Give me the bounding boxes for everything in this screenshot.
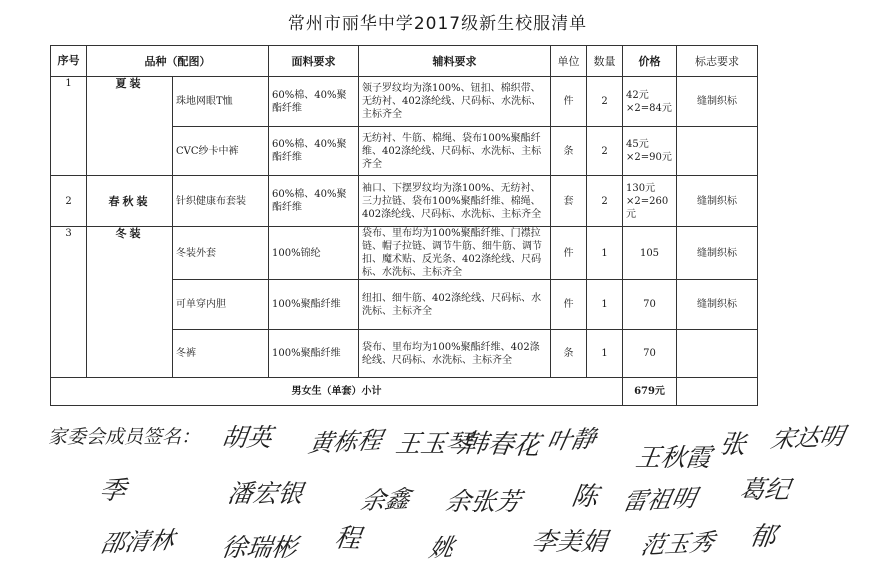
table-row xyxy=(51,77,758,127)
signature: 余张芳 xyxy=(443,487,523,516)
item-accessories: 袖口、下摆罗纹均为涤100%、无纺衬、三力拉链、袋布100%聚酯纤维、棉绳、402涤纶线、尺码标、水洗标、主标齐全 xyxy=(359,176,551,227)
item-fabric: 60%棉、40%聚酯纤维 xyxy=(269,176,359,227)
signature-area xyxy=(0,400,875,582)
item-unit: 条 xyxy=(551,330,587,378)
table-row xyxy=(51,176,758,227)
item-fabric: 60%棉、40%聚酯纤维 xyxy=(269,127,359,176)
item-qty: 2 xyxy=(587,77,623,127)
item-price: 70 xyxy=(623,280,677,330)
header-row xyxy=(51,46,758,77)
seq-cell: 1 xyxy=(51,77,87,176)
header-price: 价格 xyxy=(623,46,677,77)
item-name: 珠地网眼T恤 xyxy=(173,77,269,127)
header-fabric: 面料要求 xyxy=(269,46,359,77)
item-price: 105 xyxy=(623,227,677,280)
signature: 雷祖明 xyxy=(620,484,699,516)
signature: 陈 xyxy=(569,481,600,513)
signature: 季 xyxy=(97,475,128,507)
item-name: 针织健康布套装 xyxy=(173,176,269,227)
signature: 潘宏银 xyxy=(225,479,305,508)
signature: 胡英 xyxy=(219,423,274,452)
item-accessories: 无纺衬、牛筋、棉绳、袋布100%聚酯纤维、402涤纶线、尺码标、水洗标、主标齐全 xyxy=(359,127,551,176)
signature: 宋达明 xyxy=(768,422,847,454)
category-cell: 夏装 xyxy=(87,77,173,176)
item-price: 42元×2=84元 xyxy=(623,77,677,127)
item-price: 70 xyxy=(623,330,677,378)
item-accessories: 袋布、里布均为100%聚酯纤维、402涤纶线、尺码标、水洗标、主标齐全 xyxy=(359,330,551,378)
item-logo: 缝制织标 xyxy=(677,280,758,330)
table-row xyxy=(51,227,758,280)
item-logo: 缝制织标 xyxy=(677,227,758,280)
header-logo: 标志要求 xyxy=(677,46,758,77)
item-accessories: 袋布、里布均为100%聚酯纤维、门襟拉链、帽子拉链、调节牛筋、细牛筋、调节扣、魔术贴、反光条、402涤纶线、尺码标、水洗标、主标齐全 xyxy=(359,227,551,280)
header-accessories: 辅料要求 xyxy=(359,46,551,77)
item-price: 45元×2=90元 xyxy=(623,127,677,176)
header-seq: 序号 xyxy=(51,46,87,77)
signature: 徐瑞彬 xyxy=(219,533,299,562)
item-logo xyxy=(677,127,758,176)
seq-cell: 2 xyxy=(51,176,87,227)
item-name: 冬裤 xyxy=(173,330,269,378)
signature: 邵清林 xyxy=(98,526,177,558)
signature: 王玉琴 xyxy=(393,429,473,458)
item-name: 冬装外套 xyxy=(173,227,269,280)
signature: 李美娟 xyxy=(529,527,609,556)
item-unit: 件 xyxy=(551,280,587,330)
item-unit: 件 xyxy=(551,227,587,280)
header-qty: 数量 xyxy=(587,46,623,77)
item-fabric: 60%棉、40%聚酯纤维 xyxy=(269,77,359,127)
item-qty: 1 xyxy=(587,227,623,280)
uniform-table xyxy=(50,45,758,406)
signature: 郁 xyxy=(747,521,778,553)
item-unit: 条 xyxy=(551,127,587,176)
subtotal-value: 679元 xyxy=(623,378,677,406)
signature: 叶静 xyxy=(544,424,599,456)
signature: 黄栋程 xyxy=(306,426,385,458)
seq-cell: 3 xyxy=(51,227,87,378)
signature: 程 xyxy=(332,523,363,555)
signature-label: 家委会成员签名： xyxy=(48,426,201,448)
header-unit: 单位 xyxy=(551,46,587,77)
item-logo xyxy=(677,330,758,378)
item-name: 可单穿内胆 xyxy=(173,280,269,330)
item-unit: 套 xyxy=(551,176,587,227)
signature: 葛纪 xyxy=(737,475,792,504)
header-item: 品种（配图） xyxy=(87,46,269,77)
item-qty: 1 xyxy=(587,330,623,378)
signature: 范玉秀 xyxy=(638,528,717,560)
item-name: CVC纱卡中裤 xyxy=(173,127,269,176)
item-price: 130元×2=260元 xyxy=(623,176,677,227)
signature: 余鑫 xyxy=(358,484,413,516)
item-fabric: 100%聚酯纤维 xyxy=(269,280,359,330)
category-cell: 春秋装 xyxy=(87,176,173,227)
item-qty: 2 xyxy=(587,176,623,227)
item-fabric: 100%聚酯纤维 xyxy=(269,330,359,378)
page-title: 常州市丽华中学2017级新生校服清单 xyxy=(287,14,588,34)
signature: 王秋霞 xyxy=(633,443,713,472)
item-fabric: 100%锦纶 xyxy=(269,227,359,280)
signature: 姚 xyxy=(426,533,457,563)
subtotal-label: 男女生（单套）小计 xyxy=(51,378,623,406)
item-qty: 2 xyxy=(587,127,623,176)
category-cell: 冬装 xyxy=(87,227,173,378)
item-accessories: 领子罗纹均为涤100%、钮扣、棉织带、无纺衬、402涤纶线、尺码标、水洗标、主标齐全 xyxy=(359,77,551,127)
item-logo: 缝制织标 xyxy=(677,77,758,127)
signature: 韩春花 xyxy=(459,428,542,462)
item-unit: 件 xyxy=(551,77,587,127)
item-accessories: 纽扣、细牛筋、402涤纶线、尺码标、水洗标、主标齐全 xyxy=(359,280,551,330)
item-logo: 缝制织标 xyxy=(677,176,758,227)
signature: 张 xyxy=(717,429,748,461)
item-qty: 1 xyxy=(587,280,623,330)
